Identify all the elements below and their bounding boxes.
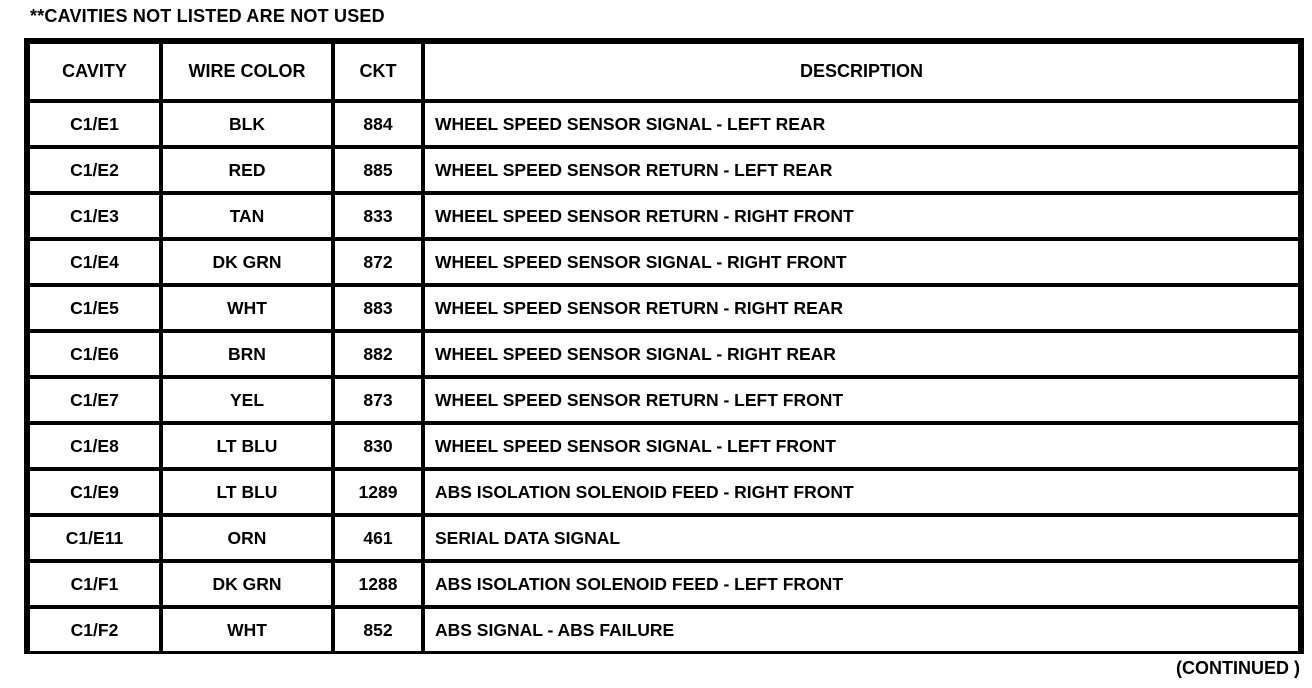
cavity-cell: C1/F1 [30,563,159,605]
ckt-cell: 883 [335,287,421,329]
cavity-cell: C1/E2 [30,149,159,191]
wire-color-cell: BLK [163,103,331,145]
cavity-cell: C1/F2 [30,609,159,651]
cavity-cell: C1/E9 [30,471,159,513]
wire-color-cell: WHT [163,287,331,329]
header-cavity: CAVITY [30,44,159,99]
cavity-cell: C1/E3 [30,195,159,237]
ckt-cell: 1288 [335,563,421,605]
ckt-cell: 885 [335,149,421,191]
wire-color-cell: WHT [163,609,331,651]
ckt-cell: 884 [335,103,421,145]
ckt-cell: 833 [335,195,421,237]
cavity-cell: C1/E8 [30,425,159,467]
description-cell: WHEEL SPEED SENSOR SIGNAL - LEFT REAR [425,103,1298,145]
wire-color-cell: RED [163,149,331,191]
ckt-cell: 830 [335,425,421,467]
wire-color-cell: TAN [163,195,331,237]
description-cell: WHEEL SPEED SENSOR SIGNAL - RIGHT FRONT [425,241,1298,283]
description-cell: WHEEL SPEED SENSOR RETURN - RIGHT REAR [425,287,1298,329]
header-wire-color: WIRE COLOR [163,44,331,99]
cavity-cell: C1/E5 [30,287,159,329]
description-cell: WHEEL SPEED SENSOR SIGNAL - RIGHT REAR [425,333,1298,375]
wire-color-cell: DK GRN [163,563,331,605]
cavity-cell: C1/E4 [30,241,159,283]
description-cell: WHEEL SPEED SENSOR SIGNAL - LEFT FRONT [425,425,1298,467]
description-cell: ABS SIGNAL - ABS FAILURE [425,609,1298,651]
ckt-cell: 882 [335,333,421,375]
ckt-cell: 461 [335,517,421,559]
wire-color-cell: BRN [163,333,331,375]
cavity-cell: C1/E7 [30,379,159,421]
wire-color-cell: DK GRN [163,241,331,283]
ckt-cell: 852 [335,609,421,651]
description-cell: ABS ISOLATION SOLENOID FEED - RIGHT FRONT [425,471,1298,513]
description-cell: SERIAL DATA SIGNAL [425,517,1298,559]
description-cell: ABS ISOLATION SOLENOID FEED - LEFT FRONT [425,563,1298,605]
cavities-note: **CAVITIES NOT LISTED ARE NOT USED [30,6,385,26]
continued-label: (CONTINUED ) [1176,658,1300,678]
cavity-cell: C1/E6 [30,333,159,375]
wire-color-cell: LT BLU [163,471,331,513]
wire-color-cell: LT BLU [163,425,331,467]
cavity-cell: C1/E1 [30,103,159,145]
description-cell: WHEEL SPEED SENSOR RETURN - LEFT REAR [425,149,1298,191]
ckt-cell: 873 [335,379,421,421]
connector-table [24,38,1304,654]
wire-color-cell: YEL [163,379,331,421]
wire-color-cell: ORN [163,517,331,559]
description-cell: WHEEL SPEED SENSOR RETURN - RIGHT FRONT [425,195,1298,237]
cavity-cell: C1/E11 [30,517,159,559]
ckt-cell: 1289 [335,471,421,513]
description-cell: WHEEL SPEED SENSOR RETURN - LEFT FRONT [425,379,1298,421]
ckt-cell: 872 [335,241,421,283]
header-ckt: CKT [335,44,421,99]
header-description: DESCRIPTION [425,44,1298,99]
